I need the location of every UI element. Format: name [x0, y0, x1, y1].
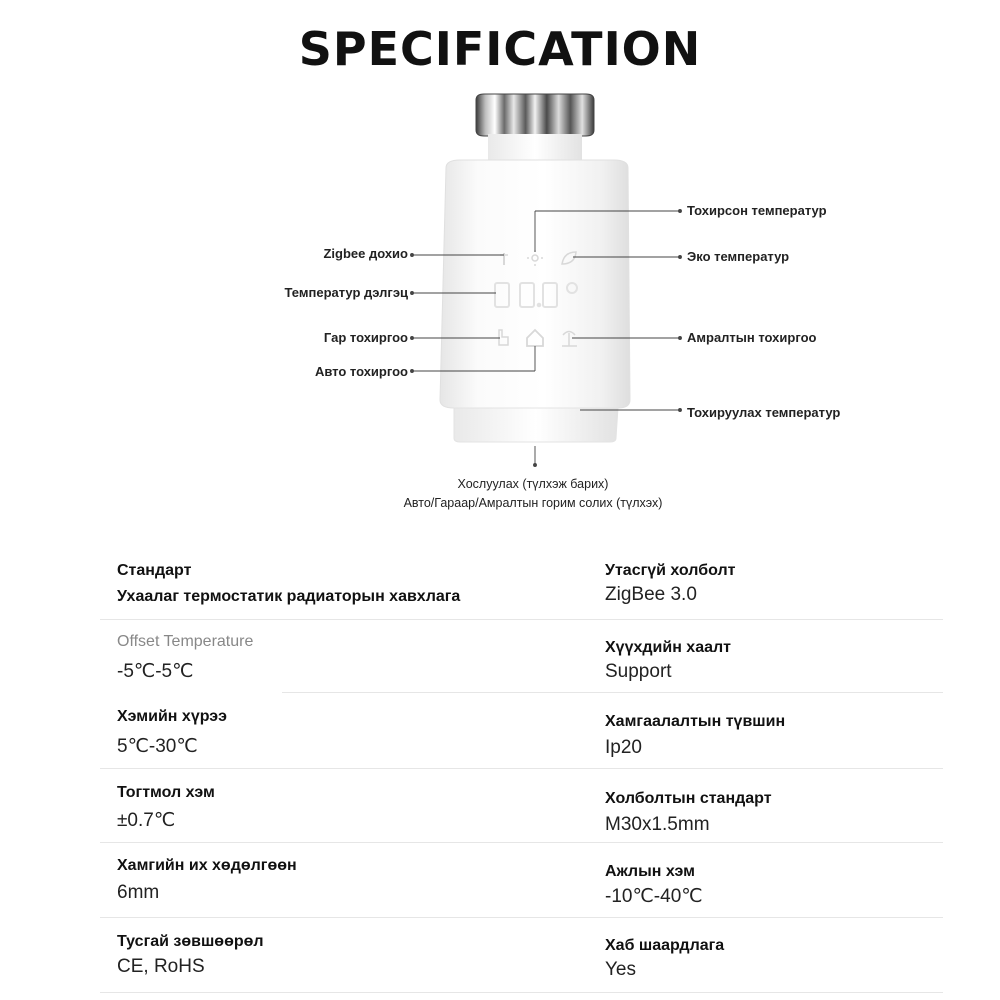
spec-label-standard: Стандарт	[117, 562, 192, 579]
callout-comfort-temp: Тохирсон температур	[687, 203, 827, 218]
note-mode-switch: Авто/Гараар/Амралтын горим солих (түлхэх)	[403, 496, 663, 510]
callout-eco-temp: Эко температур	[687, 249, 790, 264]
spec-label-connection: Холболтын стандарт	[605, 790, 772, 807]
spec-label-accuracy: Тогтмол хэм	[117, 784, 215, 801]
spec-label-protection: Хамгаалалтын түвшин	[605, 713, 786, 730]
metal-nut	[476, 94, 594, 136]
callout-auto-mode: Авто тохиргоо	[314, 364, 408, 379]
device-collar	[454, 408, 618, 442]
row-divider	[100, 768, 943, 769]
spec-value-hub-required: Yes	[605, 959, 636, 980]
spec-value-max-stroke: 6mm	[117, 882, 160, 903]
spec-label-temp-range: Хэмийн хүрээ	[117, 708, 227, 725]
spec-label-operating-temp: Ажлын хэм	[605, 863, 695, 880]
spec-value-protection: Ip20	[605, 737, 642, 758]
page-title: SPECIFICATION	[298, 22, 702, 76]
row-divider	[100, 917, 943, 918]
spec-value-operating-temp: -10℃-40℃	[605, 886, 703, 907]
spec-label-wireless: Утасгүй холболт	[605, 562, 736, 579]
spec-value-connection: M30x1.5mm	[605, 814, 710, 835]
spec-value-temp-range: 5℃-30℃	[117, 736, 198, 757]
thermostat-illustration	[0, 0, 1000, 480]
row-divider	[100, 992, 943, 993]
spec-value-child-lock: Support	[605, 661, 672, 682]
spec-label-hub-required: Хаб шаардлага	[605, 937, 725, 954]
row-divider	[282, 692, 943, 693]
callout-zigbee-signal: Zigbee дохио	[323, 246, 408, 261]
note-pairing: Хослуулах (түлхэж барих)	[457, 477, 609, 491]
callout-manual-mode: Гар тохиргоо	[323, 330, 408, 345]
callout-temp-display: Температур дэлгэц	[284, 285, 408, 300]
spec-value-certification: CE, RoHS	[117, 956, 205, 977]
spec-label-offset-temp: Offset Temperature	[117, 633, 254, 650]
callout-holiday-mode: Амралтын тохиргоо	[687, 330, 817, 345]
spec-label-child-lock: Хүүхдийн хаалт	[605, 639, 731, 656]
spec-label-certification: Тусгай зөвшөөрөл	[117, 933, 264, 950]
spec-label-max-stroke: Хамгийн их хөдөлгөөн	[117, 857, 297, 874]
callout-adjust-temp: Тохируулах температур	[687, 405, 841, 420]
spec-value-standard: Ухаалаг термостатик радиаторын хавхлага	[117, 588, 461, 605]
spec-value-accuracy: ±0.7℃	[117, 810, 176, 831]
row-divider	[100, 619, 943, 620]
row-divider	[100, 842, 943, 843]
spec-value-offset-temp: -5℃-5℃	[117, 661, 194, 682]
spec-value-wireless: ZigBee 3.0	[605, 584, 697, 605]
